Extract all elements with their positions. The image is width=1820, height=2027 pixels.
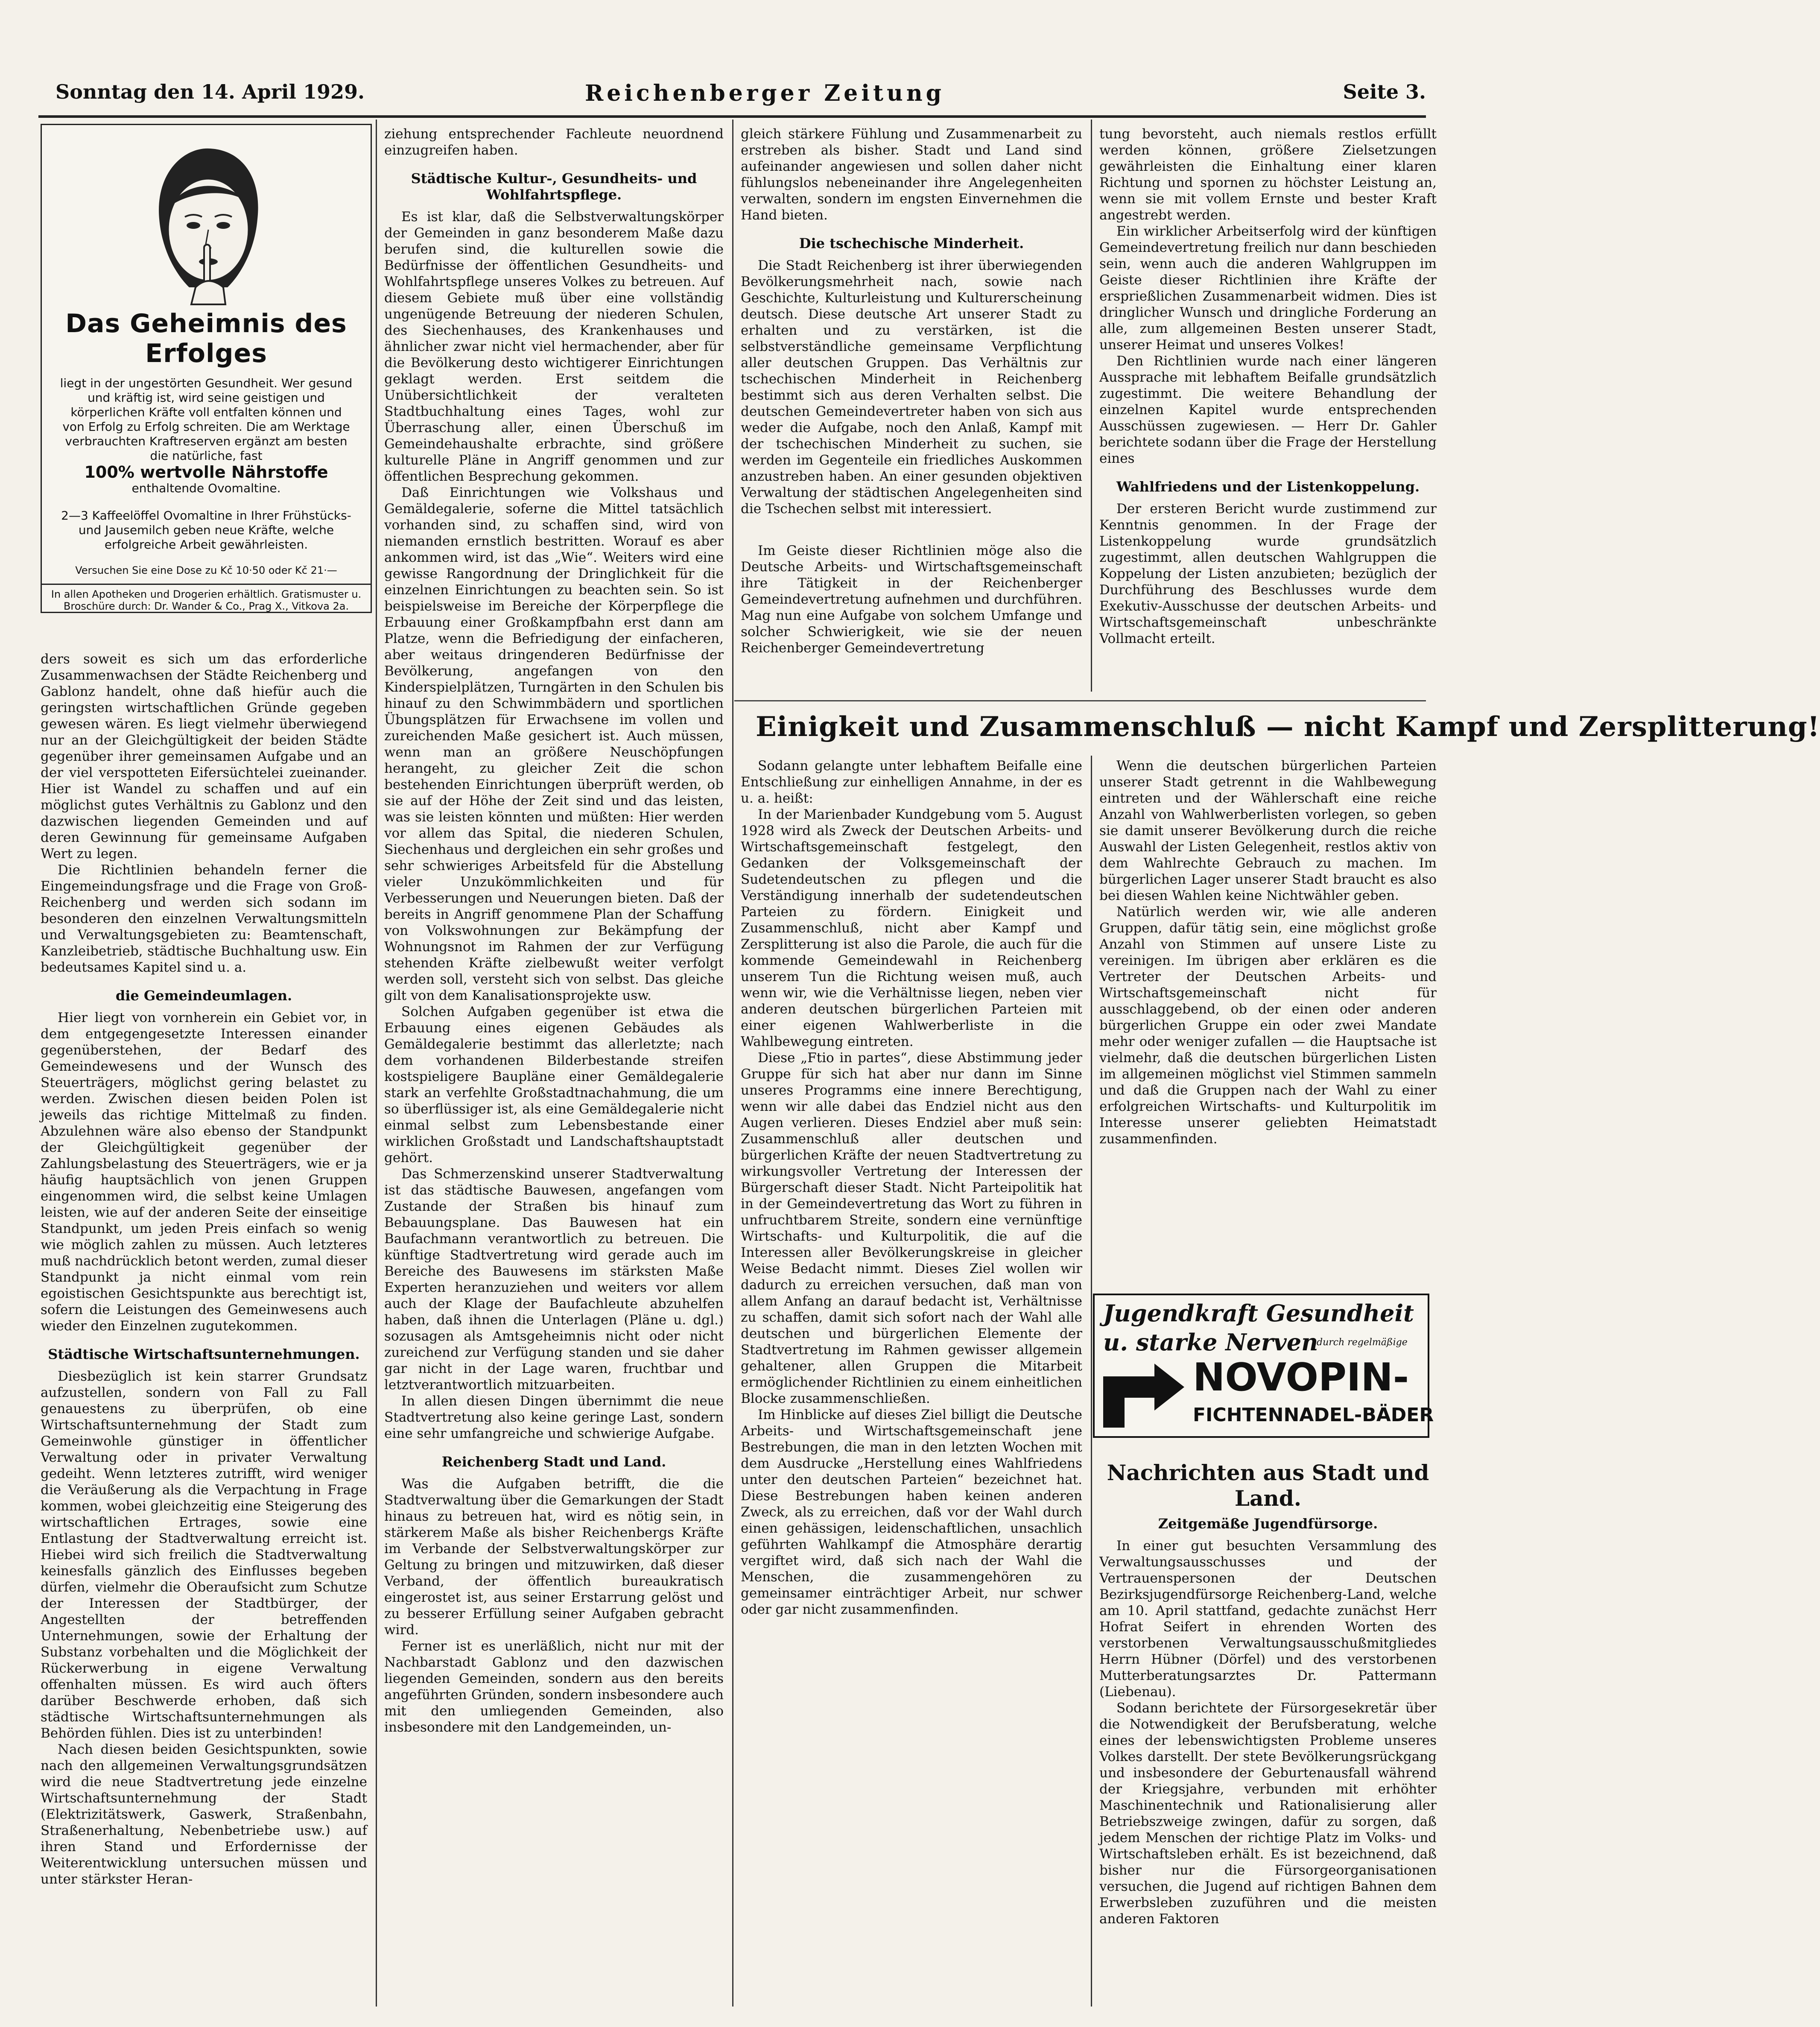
paragraph: Ferner ist es unerläßlich, nicht nur mit der Nachbarstadt Gablonz und den dazwischen liegenden Gemeinden, sondern aus den bereits angeführten Gründen, sondern insbesondere auch mit den umliegenden Gemeinden, also insbesondere mit den Landgemeinden, un- [384,1639,724,1735]
section-heading: Wahlfriedens und der Listenkoppelung. [1116,479,1420,495]
paragraph: Diese „Ftio in partes“, diese Abstimmung jeder Gruppe für sich hat aber nur dann im Sinne unseres Programms eine innere Berechtigung, wenn wir alle dabei das Endziel nicht aus den Augen verlieren. Dieses Endziel aber muß sein: Zusammenschluß aller deutschen und bürgerlichen Kräfte der neuen Stadtvertretung zu wirkungsvoller Vertretung der Interessen der Bürgerschaft dieser Stadt. Nicht Parteipolitik hat in der Gemeindevertretung das Wort zu führen in unfruchtbarem Streite, sondern eine vernünftige Wirtschafts- und Kulturpolitik, die auf die Interessen aller Bevölkerungskreise in gleicher Weise Bedacht nimmt. Dieses Ziel wollen wir dadurch zu erreichen versuchen, daß man von allem Anfang an darauf bedacht ist, Verhältnisse zu schaffen, damit sich sofort nach der Wahl alle deutschen und bürgerlichen Elemente der Stadtvertretung im Rahmen gewisser allgemein gehaltener, allen Gruppen die Mitarbeit ermöglichender Richtlinien zu einem einheitlichen Blocke zusammenschließen. [741,1050,1082,1406]
section-heading: Zeitgemäße Jugendfürsorge. [1158,1516,1378,1532]
column-4-top [1099,126,1437,647]
arrow-icon [1099,1359,1189,1432]
ovomaltine-ad [41,124,372,613]
paragraph: Im Hinblicke auf dieses Ziel billigt die Deutsche Arbeits- und Wirtschaftsgemeinschaft jene Bestrebungen, die man in den letzten Wochen mit dem Ausdrucke „Herstellung eines Wahlfriedens unter den deutschen Parteien“ bezeichnet hat. Diese Bestrebungen haben keinen anderen Zweck, als zu erreichen, daß vor der Wahl durch einen gehässigen, leidenschaftlichen, unsachlich geführten Wahlkampf die Atmosphäre derartig vergiftet wird, daß sich nach der Wahl die Menschen, die zusammengehören zu gemeinsamer einträchtiger Arbeit, nur schwer oder gar nicht zusammenfinden. [741,1407,1082,1617]
column-divider [732,120,733,2007]
ad-tagline-small: durch regelmäßige [1317,1337,1408,1348]
woman-portrait-icon [121,134,292,304]
ad-footer: In allen Apotheken und Drogerien erhältlich. Gratismuster u. Broschüre durch: Dr. Wander & Co., Prag X., Vitkova 2a. [51,588,362,612]
ad-body: 2—3 Kaffeelöffel Ovomaltine in Ihrer Frühstücks- und Jausemilch geben neue Kräfte, welche erfolgreiche Arbeit gewährleisten. [61,508,351,552]
column-3-top [741,126,1082,656]
ad-price: Versuchen Sie eine Dose zu Kč 10·50 oder Kč 21·— [75,564,337,576]
novopin-brand: NOVOPIN- [1193,1355,1409,1400]
ad-body: liegt in der ungestörten Gesundheit. Wer gesund und kräftig ist, wird seine geistigen und körperlichen Kräfte voll entfalten können und von Erfolg zu Erfolg schreiten. Die am Werktage verbrauchten Kraftreserven ergänzt am besten die natürliche, fast [60,376,353,463]
ad-headline: Das Geheimnis des Erfolges [65,309,347,368]
paragraph: ziehung entsprechender Fachleute neuordnend einzugreifen haben. [384,126,724,158]
ad-tagline: Jugendkraft Gesundheit [1103,1300,1414,1327]
section-title: Nachrichten aus Stadt und Land. [1107,1460,1429,1511]
paragraph: Das Schmerzenskind unserer Stadtverwaltung ist das städtische Bauwesen, angefangen vom Zustande der Straßen bis hinauf zum Bebauungsplane. Das Bauwesen hat ein Baufachmann verantwortlich zu betreuen. Die künftige Stadtvertretung wird gerade auch im Bereiche des Bauwesens im stärksten Maße Experten heranzuziehen und weiters vor allem auch der Klage der Baufachleute abzuhelfen haben, daß ihnen die Unterlagen (Pläne u. dgl.) sozusagen als Amtsgeheimnis nicht oder nicht zureichend zur Verfügung standen und sie daher gar nicht in der Lage waren, fruchtbar und letztverantwortlich mitzuarbeiten. [384,1166,724,1393]
headline-rule [734,700,1426,701]
paragraph: Was die Aufgaben betrifft, die die Stadtverwaltung über die Gemarkungen der Stadt hinaus zu betreuen hat, wird es nötig sein, in stärkerem Maße als bisher Reichenbergs Kräfte im Verbande der Selbstverwaltungskörper zur Geltung zu bringen und mitzuwirken, daß dieser Verband, der öffentlich bureaukratisch eingerostet ist, aus seiner Erstarrung gelöst und zu besserer Erfüllung seiner Aufgaben gebracht wird. [384,1476,724,1638]
issue-date: Sonntag den 14. April 1929. [56,80,365,103]
paragraph: Die Stadt Reichenberg ist ihrer überwiegenden Bevölkerungsmehrheit nach, sowie nach Geschichte, Kulturleistung und Kulturerscheinung deutsch. Diese deutsche Art unserer Stadt zu erhalten und zu verstärken, ist die selbstverständliche gemeinsame Verpflichtung aller deutschen Gruppen. Das Verhältnis zur tschechischen Minderheit in Reichenberg bestimmt sich aus deren Verhalten selbst. Die deutschen Gemeindevertreter haben von sich aus weder die Aufgabe, noch den Anlaß, Kampf mit der tschechischen Minderheit zu suchen, sie werden im Gegenteile ein friedliches Auskommen anzustreben haben. An einer gesunden objektiven Verwaltung der städtischen Angelegenheiten sind die Tschechen selbst mit interessiert. [741,258,1082,517]
paragraph: Ein wirklicher Arbeitserfolg wird der künftigen Gemeindevertretung freilich nur dann beschieden sein, wenn auch die anderen Wahlgruppen im Geiste dieser Richtlinien ihre Kräfte der ersprießlichen Zusammenarbeit widmen. Dies ist dringlicher Wunsch und dringliche Forderung an alle, zum allgemeinen Besten unserer Stadt, unserer Heimat und unseres Volkes! [1099,224,1437,353]
paragraph: Natürlich werden wir, wie alle anderen Gruppen, dafür tätig sein, eine möglichst große Anzahl von Stimmen auf unsere Liste zu vereinigen. Im übrigen aber erklären es die Vertreter der Deutschen Arbeits- und Wirtschaftsgemeinschaft nicht für ausschlaggebend, ob der einen oder anderen bürgerlichen Gruppe ein oder zwei Mandate mehr oder weniger zufallen — die Hauptsache ist vielmehr, daß die deutschen bürgerlichen Listen im allgemeinen möglichst viel Stimmen sammeln und daß die Gruppen nach der Wahl zu einer erfolgreichen Wirtschafts- und Kulturpolitik im Interesse unserer geliebten Heimatstadt zusammenfinden. [1099,904,1437,1147]
paragraph: Solchen Aufgaben gegenüber ist etwa die Erbauung eines eigenen Gebäudes als Gemäldegalerie bestimmt das allerletzte; nach dem vorhandenen Bilderbestande streifen kostspieligere Baupläne einer Gemäldegalerie stark an verfehlte Großstadtnachahmung, die um so überflüssiger ist, als eine Gemäldegalerie nicht einmal selbst zum Lebensbestande einer wirklichen Großstadt und Landschaftshauptstadt gehört. [384,1004,724,1165]
paragraph: Sodann gelangte unter lebhaftem Beifalle eine Entschließung zur einhelligen Annahme, in der es u. a. heißt: [741,758,1082,806]
paragraph: Im Geiste dieser Richtlinien möge also die Deutsche Arbeits- und Wirtschaftsgemeinschaft ihre Tätigkeit in der Reichenberger Gemeindevertretung aufnehmen und durchführen. Mag nun eine Aufgabe von solchem Umfange und solcher Schwierigkeit, wie sie der neuen Reichenberger Gemeindevertretung [741,543,1082,656]
paragraph: gleich stärkere Fühlung und Zusammenarbeit zu erstreben als bisher. Stadt und Land sind aufeinander angewiesen und sollen daher nicht fühlungslos nebeneinander ihre Angelegenheiten verwalten, sondern im engsten Einvernehmen die Hand bieten. [741,126,1082,223]
paragraph: ders soweit es sich um das erforderliche Zusammenwachsen der Städte Reichenberg und Gablonz handelt, ohne daß hiefür auch die geringsten wirtschaftlichen Gründe gegeben gewesen wären. Es liegt vielmehr überwiegend nur an der Gleichgültigkeit der beiden Städte gegenüber ihrer gemeinsamen Aufgabe und an der viel verspotteten Eifersüchtelei zueinander. Hier ist Wandel zu schaffen und auf ein möglichst gutes Verhältnis zu Gablonz und den dazwischen liegenden Gemeinden und auf deren Gewinnung für gemeinsame Aufgaben Wert zu legen. [41,651,367,862]
column-4-bottom [1099,1460,1437,1927]
column-divider [1091,756,1092,2007]
novopin-product: FICHTENNADEL-BÄDER [1193,1404,1434,1426]
header-rule [38,115,1426,118]
column-3-bottom [741,758,1082,1618]
column-1 [41,651,367,1887]
section-heading: Städtische Kultur-, Gesundheits- und Wohlfahrtspflege. [411,170,697,203]
paragraph: Diesbezüglich ist kein starrer Grundsatz aufzustellen, sondern von Fall zu Fall genauestens zu überprüfen, ob eine Wirtschaftsunternehmung der Stadt zum Gemeinwohle günstiger in öffentlicher Verwaltung oder in privater Verwaltung gedeiht. Wenn letzteres zutrifft, wird weniger die Veräußerung als die Verpachtung in Frage kommen, wobei gleichzeitig eine Steigerung des wirtschaftlichen Ertrages, sowie eine Entlastung der Stadtverwaltung erreicht ist. Hiebei wird sich freilich die Stadtverwaltung keinesfalls gänzlich des Einflusses begeben dürfen, vielmehr die Oberaufsicht zum Schutze der Interessen der Stadtbürger, der Angestellten der betreffenden Unternehmungen, sowie der Erhaltung der Substanz vorbehalten und die Möglichkeit der Rückerwerbung in eigene Verwaltung offenhalten müssen. Es wird auch öfters darüber Beschwerde erhoben, daß sich städtische Wirtschaftsunternehmungen als Behörden fühlen. Dies ist zu unterbinden! [41,1369,367,1741]
paragraph: Daß Einrichtungen wie Volkshaus und Gemäldegalerie, soferne die Mittel tatsächlich vorhanden sind, zu schaffen sind, wird von niemanden ernstlich bestritten. Worauf es aber ankommen wird, ist das „Wie“. Weiters wird eine gewisse Rangordnung der Dringlichkeit für die einzelnen Einrichtungen zu beachten sein. So ist beispielsweise im Bereiche der Körperpflege die Erbauung einer Großkampfbahn erst dann am Platze, wenn die Befriedigung der einfacheren, aber weitaus dringenderen Bedürfnisse der Bevölkerung, angefangen von den Kinderspielplätzen, Turngärten in den Schulen bis hinauf zu den Schwimmbädern und sportlichen Übungsplätzen für Erwachsene im vollen und zureichenden Maße gesichert ist. Auch müssen, wenn man an größere Neuschöpfungen herangeht, zu gleicher Zeit die schon bestehenden Einrichtungen überprüft werden, ob sie auf der Höhe der Zeit sind und das leisten, was sie leisten könnten und müßten: Hier werden vor allem das Spital, die niederen Schulen, Siechenhaus und dergleichen ein sehr großes und sehr schwieriges Arbeitsfeld für die Abstellung vieler Unzukömmlichkeiten und für Verbesserungen und Neuerungen bieten. Daß der bereits in Angriff genommene Plan der Schaffung von Volkswohnungen zur Bekämpfung der Wohnungsnot im Rahmen der zur Verfügung stehenden Kräfte zielbewußt weiter verfolgt werden soll, versteht sich von selbst. Das gleiche gilt von dem Kanalisationsprojekte usw. [384,485,724,1003]
paragraph: Hier liegt von vornherein ein Gebiet vor, in dem entgegengesetzte Interessen einander gegenüberstehen, der Bedarf des Gemeindewesens und der Wunsch des Steuerträgers, möglichst gering belastet zu werden. Zwischen diesen beiden Polen ist jeweils das richtige Mittelmaß zu finden. Abzulehnen wäre also ebenso der Standpunkt der Gleichgültigkeit gegenüber der Zahlungsbelastung des Steuerträgers, wie er ja häufig hauptsächlich von jenen Gruppen eingenommen wird, die selbst keine Umlagen leisten, wie auf der anderen Seite der einseitige Standpunkt, um jeden Preis einfach so wenig wie möglich zahlen zu müssen. Auch letzteres muß nachdrücklich betont werden, zumal dieser Standpunkt ja nicht einmal vom rein egoistischen Gesichtspunkte aus berechtigt ist, sofern die Leistungen des Gemeinwesens auch wieder den Einzelnen zugutekommen. [41,1010,367,1334]
page-number: Seite 3. [1343,80,1426,103]
paragraph: In einer gut besuchten Versammlung des Verwaltungsausschusses und der Vertrauenspersonen der Deutschen Bezirksjugendfürsorge Reichenberg-Land, welche am 10. April stattfand, gedachte zunächst Herr Hofrat Seifert in ehrenden Worten des verstorbenen Verwaltungsausschußmitgliedes Herrn Hübner (Dörfel) und des verstorbenen Mutterberatungsarztes Dr. Pattermann (Liebenau). [1099,1538,1437,1700]
paragraph: Nach diesen beiden Gesichtspunkten, sowie nach den allgemeinen Verwaltungsgrundsätzen wird die neue Stadtvertretung jede einzelne Wirtschaftsunternehmung der Stadt (Elektrizitätswerk, Gaswerk, Straßenbahn, Straßenerhaltung, Nebenbetriebe usw.) auf ihren Stand und Erfordernisse der Weiterentwicklung untersuchen müssen und unter stärkster Heran- [41,1742,367,1887]
column-divider [376,120,377,2007]
column-2 [384,126,724,1735]
paragraph: Es ist klar, daß die Selbstverwaltungskörper der Gemeinden in ganz besonderem Maße dazu berufen sind, die kulturellen sowie die Bedürfnisse der öffentlichen Gesundheits- und Wohlfahrtspflege unseres Volkes zu betreuen. Auf diesem Gebiete muß über eine vollständig ungenügende Betreuung der niederen Schulen, des Siechenhauses, des Krankenhauses und ähnlicher zwar nicht viel hermachender, aber für die Bevölkerung desto wichtigerer Einrichtungen geklagt werden. Erst seitdem die Unübersichtlichkeit der veralteten Stadtbuchhaltung eines Tages, wohl zur Überraschung aller, einen Überschuß im Gemeindehaushalte erbrachte, sind größere kulturelle Pläne in Angriff genommen und zur öffentlichen Besprechung gekommen. [384,209,724,484]
paragraph: Die Richtlinien behandeln ferner die Eingemeindungsfrage und die Frage von Groß-Reichenberg und werden sich sodann im besonderen den einzelnen Verwaltungsmitteln und Verwaltungsgebieten zu: Beamtenschaft, Kanzleibetrieb, städtische Buchhaltung usw. Ein bedeutsames Kapitel sind u. a. [41,862,367,975]
page-header [38,73,1426,115]
paragraph: In allen diesen Dingen übernimmt die neue Stadtvertretung also keine geringe Last, sondern eine sehr umfangreiche und schwierige Aufgabe. [384,1393,724,1441]
ad-tagline: u. starke Nerven [1103,1329,1318,1356]
section-heading: Die tschechische Minderheit. [799,235,1024,251]
article-headline: Einigkeit und Zusammenschluß — nicht Kampf und Zersplitterung! [756,711,1820,743]
column-4-middle [1099,758,1437,1147]
paragraph: tung bevorsteht, auch niemals restlos erfüllt werden können, größere Zielsetzungen gewährleisten die Einhaltung einer klaren Richtung und spornen zu höchster Leistung an, wenn sie mit vollem Ernste und bester Kraft angestrebt werden. [1099,126,1437,223]
paragraph: Den Richtlinien wurde nach einer längeren Aussprache mit lebhaftem Beifalle grundsätzlich zugestimmt. Die weitere Behandlung der einzelnen Kapitel wurde entsprechenden Ausschüssen zugewiesen. — Herr Dr. Gahler berichtete sodann über die Frage der Herstellung eines [1099,353,1437,466]
section-heading: Städtische Wirtschaftsunternehmungen. [48,1346,360,1362]
novopin-ad [1093,1294,1434,1438]
paragraph: In der Marienbader Kundgebung vom 5. August 1928 wird als Zweck der Deutschen Arbeits- und Wirtschaftsgemeinschaft festgelegt, den Gedanken der Volksgemeinschaft der Sudetendeutschen zu pflegen und die Verständigung innerhalb der sudetendeutschen Parteien zu fördern. Einigkeit und Zusammenschluß, nicht aber Kampf und Zersplitterung ist also die Parole, die auch für die kommende Gemeindewahl in Reichenberg unserem Tun die Richtung weisen muß, auch wenn wir, wie die Verhältnisse liegen, neben vier anderen deutschen bürgerlichen Parteien mit einer eigenen Wahlwerberliste in die Wahlbewegung eintreten. [741,807,1082,1049]
paragraph: Wenn die deutschen bürgerlichen Parteien unserer Stadt getrennt in die Wahlbewegung eintreten und der Wählerschaft eine reiche Anzahl von Wahlwerberlisten vorlegen, so geben sie damit unserer Bevölkerung durch die reiche Auswahl der Listen Gelegenheit, restlos aktiv von dem Wahlrechte Gebrauch zu machen. Im bürgerlichen Lager unserer Stadt braucht es also bei diesen Wahlen keine Nichtwähler geben. [1099,758,1437,903]
ad-highlight: 100% wertvolle Nährstoffe [84,463,328,482]
ad-body: enthaltende Ovomaltine. [131,481,281,495]
newspaper-name: Reichenberger Zeitung [585,80,945,106]
section-heading: die Gemeindeumlagen. [115,987,292,1004]
section-heading: Reichenberg Stadt und Land. [441,1454,666,1470]
paragraph: Sodann berichtete der Fürsorgesekretär über die Notwendigkeit der Berufsberatung, welche eines der lebenswichtigsten Probleme unseres Volkes darstellt. Der stete Bevölkerungsrückgang und insbesondere der Geburtenausfall während der Kriegsjahre, verbunden mit erhöhter Maschinentechnik und Rationalisierung aller Betriebszweige zwingen, dafür zu sorgen, daß jedem Menschen der richtige Platz im Volks- und Wirtschaftsleben erhält. Es ist bezeichnend, daß bisher nur die Fürsorgeorganisationen versuchen, die Jugend auf richtigen Bahnen dem Erwerbsleben zuzuführen und die meisten anderen Faktoren [1099,1700,1437,1927]
paragraph: Der ersteren Bericht wurde zustimmend zur Kenntnis genommen. In der Frage der Listenkoppelung wurde grundsätzlich zugestimmt, allen deutschen Wahlgruppen die Koppelung der Listen anzubieten; bezüglich der Durchführung des Beschlusses wurde dem Exekutiv-Ausschusse der deutschen Arbeits- und Wirtschaftsgemeinschaft unbeschränkte Vollmacht erteilt. [1099,501,1437,646]
column-divider [1091,120,1092,692]
